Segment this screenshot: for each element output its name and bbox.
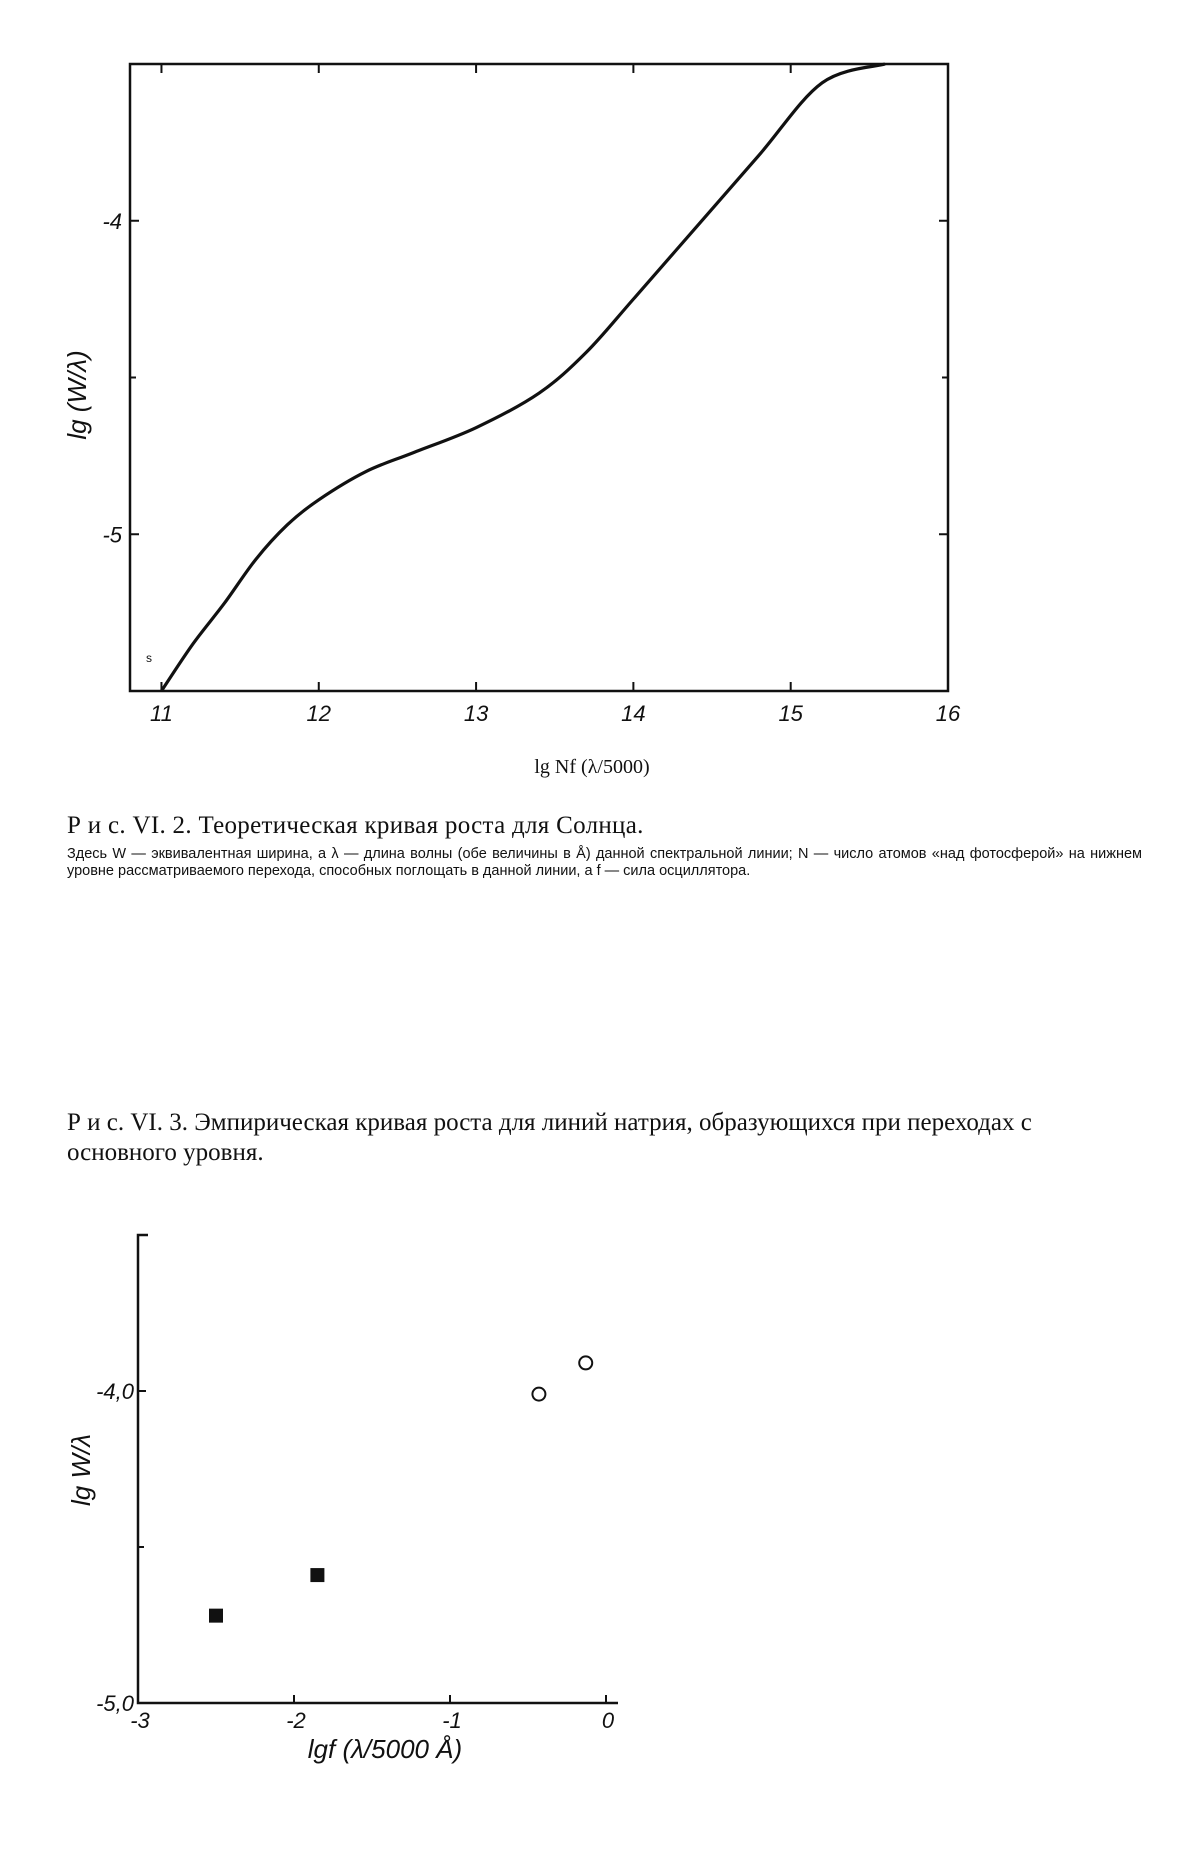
chart-2-point-circle	[579, 1356, 592, 1369]
chart-1-ticks	[102, 64, 961, 726]
chart-1-xtick-label: 13	[463, 701, 489, 726]
chart-2-points	[209, 1356, 592, 1622]
chart-2-xtick-label: -2	[286, 1708, 306, 1733]
chart-1-xtick-label: 15	[778, 701, 803, 726]
chart-1-xtick-label: 11	[150, 701, 173, 726]
chart-1-frame	[130, 64, 948, 691]
chart-2-point-circle	[532, 1388, 545, 1401]
chart-1-small-marker: s	[146, 651, 152, 665]
chart-2	[66, 1235, 618, 1764]
chart-2-ytick-label: -4,0	[96, 1379, 134, 1404]
chart-1-xtick-label: 16	[935, 701, 961, 726]
chart-2-point-square	[209, 1609, 223, 1623]
chart-2-xlabel: lgf (λ/5000 Å)	[307, 1734, 463, 1764]
chart-2-xtick-label: -3	[130, 1708, 150, 1733]
figure-1-caption	[67, 812, 1142, 880]
chart-1-ytick-label: -4	[102, 208, 122, 234]
figure-2-caption: Р и с. VI. 3. Эмпирическая кривая роста для линий натрия, образующихся при переходах с основного уровня.	[67, 1109, 1032, 1166]
figure-1-caption-title: Р и с. VI. 2. Теоретическая кривая роста для Солнца.	[67, 812, 644, 839]
chart-1	[62, 64, 961, 778]
chart-1-ylabel: lg (W/λ)	[62, 350, 92, 440]
chart-2-ylabel: lg W/λ	[66, 1433, 96, 1507]
chart-2-xtick-label: -1	[442, 1708, 462, 1733]
chart-2-xtick-label: 0	[601, 1708, 615, 1733]
chart-1-ytick-label: -5	[102, 522, 122, 548]
chart-1-xtick-label: 14	[621, 701, 646, 726]
chart-2-ytick-label: -5,0	[96, 1691, 134, 1716]
chart-2-ticks	[96, 1379, 615, 1733]
chart-1-xlabel: lg Nf (λ/5000)	[534, 756, 650, 778]
chart-2-axes	[138, 1235, 618, 1703]
chart-2-point-square	[310, 1568, 324, 1582]
chart-1-xtick-label: 12	[306, 701, 332, 726]
chart-1-series-line	[161, 64, 885, 691]
figure-1-caption-body: Здесь W — эквивалентная ширина, а λ — длина волны (обе величины в Å) данной спектральной линии; N — число атомов «над фотосферой» на нижнем уровне рассматриваемого перехода, способных поглощать в данной линии, а f — сила осциллятора.	[67, 846, 1142, 879]
